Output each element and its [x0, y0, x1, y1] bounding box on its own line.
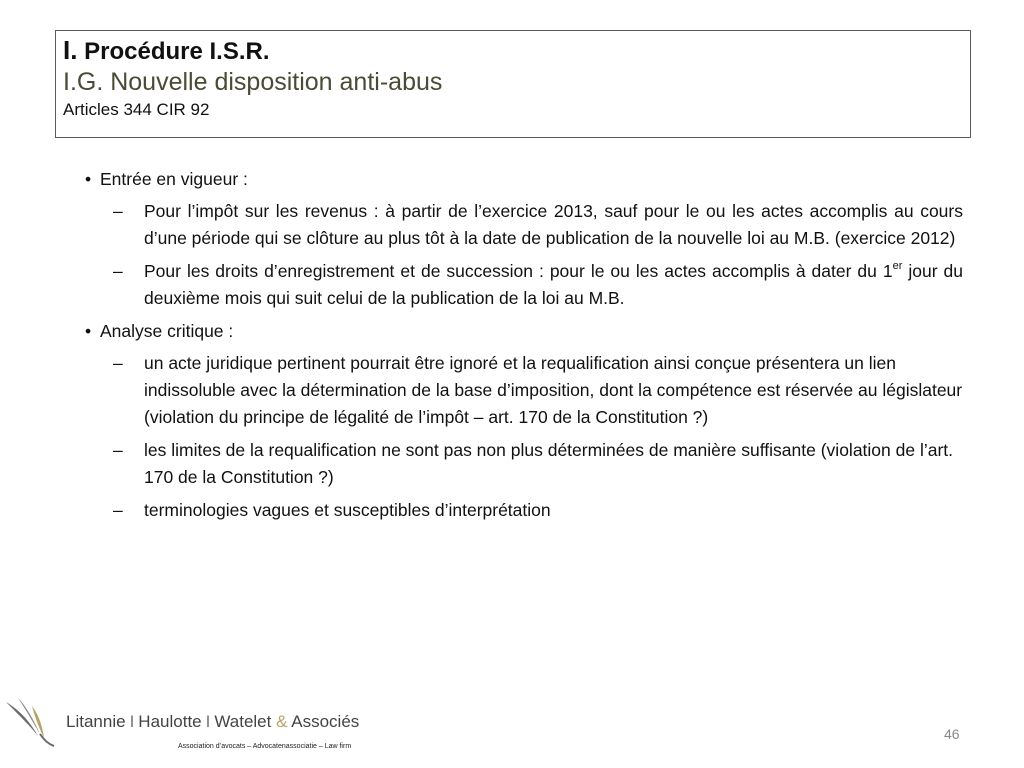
- firm-separator: I: [205, 712, 211, 731]
- sub-item: [85, 497, 963, 524]
- firm-ampersand: &: [276, 712, 288, 731]
- bullet-label: Analyse critique :: [100, 321, 234, 341]
- slide-title-box: [55, 30, 971, 138]
- title-text: Procédure I.S.R.: [84, 38, 270, 65]
- sub-item: [85, 198, 963, 252]
- sub-item-text: terminologies vagues et susceptibles d’interprétation: [144, 500, 551, 520]
- slide-body: [85, 166, 963, 530]
- sub-item: [85, 350, 963, 431]
- slide-title: [63, 35, 964, 67]
- firm-name-part: Associés: [291, 712, 360, 731]
- sub-item-text: un acte juridique pertinent pourrait être ignoré et la requalification ainsi conçue présentera un lien indissoluble avec la détermination de la base d’imposition, dont la compétence est réservée au législateur (violation du principe de légalité de l’impôt – art. 170 de la Constitution ?): [144, 353, 963, 427]
- superscript-er: er: [892, 260, 903, 273]
- dash-symbol: –: [113, 500, 123, 520]
- slide-subtitle: I.G. Nouvelle disposition anti-abus: [63, 68, 443, 96]
- bullet-symbol: •: [85, 169, 92, 189]
- firm-separator: I: [129, 712, 135, 731]
- firm-name-part: Watelet: [214, 712, 272, 731]
- laurel-leaf-icon: [2, 694, 58, 750]
- bullet-label: Entrée en vigueur :: [100, 169, 248, 189]
- sub-item-text: les limites de la requalification ne sont pas non plus déterminées de manière suffisante (violation de l’art. 170 de la Constitution ?): [144, 440, 954, 487]
- bullet-analyse-critique: [85, 318, 963, 344]
- firm-name-part: Litannie: [66, 712, 126, 731]
- sub-item-text-part: jour du deuxième mois qui suit celui de la publication de la loi au M.B.: [144, 261, 963, 308]
- firm-name-part: Haulotte: [138, 712, 202, 731]
- sub-item: [85, 437, 963, 491]
- sub-item-text: [144, 261, 963, 308]
- sub-item-text-part: Pour les droits d’enregistrement et de succession : pour le ou les actes accomplis à dater du 1: [144, 261, 893, 281]
- sub-item: [85, 258, 963, 312]
- firm-tagline: Association d’avocats – Advocatenassociatie – Law firm: [178, 743, 352, 750]
- dash-symbol: –: [113, 261, 123, 281]
- slide-reference: Articles 344 CIR 92: [63, 100, 210, 119]
- firm-name: [66, 712, 359, 732]
- title-roman-numeral: I.: [63, 35, 78, 65]
- dash-symbol: –: [113, 353, 123, 373]
- page-number: 46: [944, 726, 960, 742]
- bullet-entree-en-vigueur: [85, 166, 963, 192]
- sub-item-text: Pour l’impôt sur les revenus : à partir de l’exercice 2013, sauf pour le ou les actes accomplis au cours d’une période qui se clôture au plus tôt à la date de publication de la nouvelle loi au M.B. (exercice 2012): [144, 201, 963, 248]
- dash-symbol: –: [113, 440, 123, 460]
- dash-symbol: –: [113, 201, 123, 221]
- bullet-symbol: •: [85, 321, 92, 341]
